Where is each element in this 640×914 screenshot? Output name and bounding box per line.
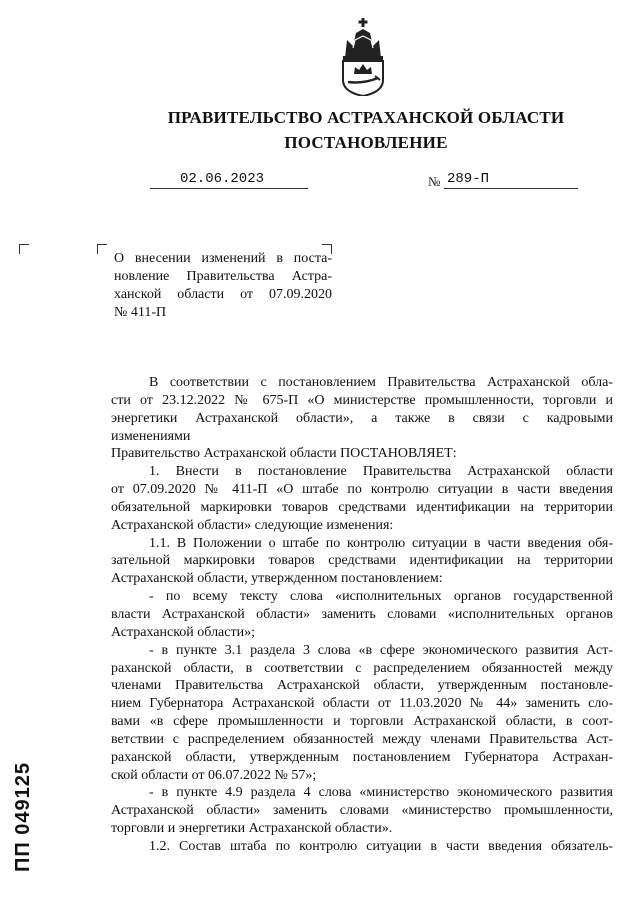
- subject-line: ханской области от 07.09.2020: [114, 287, 332, 302]
- body-line: 1.1. В Положении о штабе по контролю ситуации в части введения обя-: [149, 535, 613, 551]
- body-line: ской области от 06.07.2022 № 57»;: [111, 767, 317, 783]
- document-subject: [114, 250, 332, 322]
- body-line: Правительство Астраханской области ПОСТАНОВЛЯЕТ:: [111, 446, 457, 462]
- body-line: изменениями: [111, 428, 191, 444]
- body-line: вами «в сфере промышленности и торговли Астраханской области, в соот-: [111, 714, 613, 730]
- document-type-title: ПОСТАНОВЛЕНИЕ: [284, 133, 448, 152]
- date-underline: [150, 188, 308, 189]
- organization-title: ПРАВИТЕЛЬСТВО АСТРАХАНСКОЙ ОБЛАСТИ: [167, 108, 565, 127]
- body-line: - в пункте 3.1 раздела 3 слова «в сфере экономического развития Аст-: [149, 642, 613, 658]
- body-line: раханской области, утвержденным постановлением Губернатора Астрахан-: [111, 749, 613, 765]
- body-line: Астраханской области, утвержденном постановлением:: [111, 571, 443, 587]
- subject-line: № 411-П: [114, 305, 167, 320]
- astrakhan-coat-of-arms-icon: [339, 18, 387, 96]
- body-line: 1.2. Состав штаба по контролю ситуации в части введения обязатель-: [149, 838, 613, 854]
- body-line: ветствии с распределением обязанностей между членами Правительства Аст-: [111, 731, 613, 747]
- body-line: Астраханской области» заменить словами «министерство промышленности,: [111, 803, 613, 819]
- body-line: энергетики Астраханской области», а также в связи с кадровыми: [111, 410, 613, 426]
- body-line: - по всему тексту слова «исполнительных органов государственной: [149, 589, 613, 605]
- number-underline: [444, 188, 578, 189]
- document-number: 289-П: [447, 171, 490, 187]
- body-line: зательной маркировки товаров средствами идентификации на территории: [111, 553, 613, 569]
- body-line: торговли и энергетики Астраханской области».: [111, 821, 393, 837]
- body-line: Астраханской области»;: [111, 624, 255, 640]
- body-line: нием Губернатора Астраханской области от 11.03.2020 № 44» заменить сло-: [111, 696, 613, 712]
- body-line: В соответствии с постановлением Правительства Астраханской обла-: [149, 375, 613, 390]
- body-line: сти от 23.12.2022 № 675-П «О министерстве промышленности, торговли и: [111, 392, 613, 408]
- body-line: 1. Внести в постановление Правительства Астраханской области: [149, 464, 613, 480]
- body-line: раханской области, в соответствии с распределением обязанностей между: [111, 660, 613, 676]
- form-serial-number: [12, 712, 34, 872]
- margin-corner-mark: [19, 244, 29, 254]
- document-date: 02.06.2023: [180, 171, 265, 187]
- body-line: членами Правительства Астраханской области, утвержденным постановле-: [111, 678, 613, 694]
- number-sign: №: [428, 174, 441, 189]
- body-line: - в пункте 4.9 раздела 4 слова «министерство экономического развития: [149, 785, 613, 801]
- body-line: Астраханской области» следующие изменения:: [111, 517, 394, 533]
- serial-number-text: ПП 049125: [12, 761, 34, 872]
- subject-corner-mark-left: [97, 244, 107, 254]
- subject-line: новление Правительства Астра-: [114, 269, 332, 284]
- document-body: [111, 374, 613, 856]
- body-line: обязательной маркировки товаров средствами идентификации на территории: [111, 499, 613, 515]
- subject-line: О внесении изменений в поста-: [114, 251, 332, 266]
- body-line: власти Астраханской области» заменить словами «исполнительных органов: [111, 606, 613, 622]
- body-line: от 07.09.2020 № 411-П «О штабе по контролю ситуации в части введения: [111, 482, 613, 498]
